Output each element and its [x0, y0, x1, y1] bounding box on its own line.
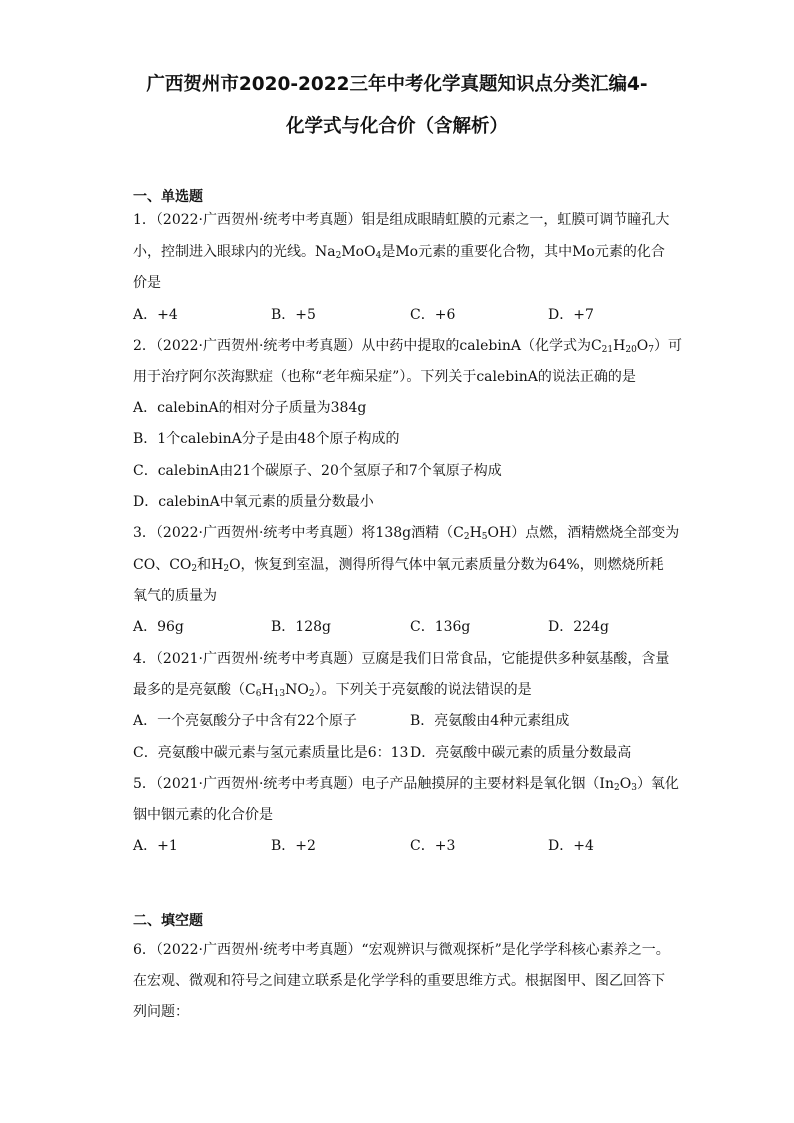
- question-4-option-a: A．一个亮氨酸分子中含有22个原子: [133, 713, 357, 729]
- question-4-option-b: B．亮氨酸由4种元素组成: [410, 713, 570, 729]
- question-5-option-b: B．+2: [271, 838, 316, 854]
- question-3-option-b: B．128g: [271, 619, 331, 635]
- question-2-line2: 用于治疗阿尔茨海默症（也称“老年痴呆症”）。下列关于calebinA的说法正确的是: [133, 369, 636, 385]
- document-title-line1: 广西贺州市2020-2022三年中考化学真题知识点分类汇编4-: [146, 74, 648, 95]
- section-heading-fill-blank: 二、填空题: [133, 913, 203, 929]
- question-4-option-d: D．亮氨酸中碳元素的质量分数最高: [410, 745, 632, 761]
- question-3-line1: 3．（2022·广西贺州·统考中考真题）将138g酒精$(C_2H_5OH)$点燃，酒精燃烧全部变为: [133, 525, 680, 542]
- question-2-line1: 2．（2022·广西贺州·统考中考真题）从中药中提取的calebinA（化学式为$C_{21}H_{20}O_7$）可: [133, 338, 683, 355]
- question-2-option-c: C．calebinA由21个碳原子、20个氢原子和7个氧原子构成: [133, 463, 502, 479]
- question-1-line2: 小，控制进入眼球内的光线。$Na_2MoO_4$是Mo元素的重要化合物，其中Mo元素的化合: [133, 244, 665, 261]
- question-1-option-a: A．+4: [133, 307, 178, 323]
- question-4-option-c: C．亮氨酸中碳元素与氢元素质量比是6：13: [133, 745, 409, 761]
- question-5-option-a: A．+1: [133, 838, 178, 854]
- question-1-line3: 价是: [133, 275, 161, 291]
- question-1-option-b: B．+5: [271, 307, 316, 323]
- section-heading-single-choice: 一、单选题: [133, 189, 203, 205]
- question-3-option-d: D．224g: [548, 619, 609, 635]
- question-2-option-d: D．calebinA中氧元素的质量分数最小: [133, 494, 374, 510]
- question-1-option-c: C．+6: [410, 307, 456, 323]
- question-5-line1: 5．（2021·广西贺州·统考中考真题）电子产品触摸屏的主要材料是氧化铟$(In_2O_3)$氧化: [133, 776, 679, 793]
- question-4-line2: 最多的是亮氨酸$(C_6H_{13}NO_2)$。下列关于亮氨酸的说法错误的是: [133, 682, 532, 699]
- question-1-line1: 1．（2022·广西贺州·统考中考真题）钼是组成眼睛虹膜的元素之一，虹膜可调节瞳孔大: [133, 212, 670, 228]
- question-4-line1: 4．（2021·广西贺州·统考中考真题）豆腐是我们日常食品，它能提供多种氨基酸，含量: [133, 651, 670, 667]
- document-title-line2: 化学式与化合价（含解析）: [285, 116, 508, 137]
- question-5-option-d: D．+4: [548, 838, 594, 854]
- question-3-line3: 氧气的质量为: [133, 588, 217, 604]
- question-3-line2: CO、$CO_2$和$H_2O$，恢复到室温，测得所得气体中氧元素质量分数为64%，则燃烧所耗: [133, 557, 664, 574]
- question-3-option-a: A．96g: [133, 619, 184, 635]
- question-3-option-c: C．136g: [410, 619, 471, 635]
- question-6-line1: 6．（2022·广西贺州·统考中考真题）“宏观辨识与微观探析”是化学学科核心素养之一。: [133, 942, 670, 958]
- question-2-option-a: A．calebinA的相对分子质量为384g: [133, 400, 367, 416]
- question-5-option-c: C．+3: [410, 838, 456, 854]
- question-6-line3: 列问题：: [133, 1004, 189, 1020]
- question-6-line2: 在宏观、微观和符号之间建立联系是化学学科的重要思维方式。根据图甲、图乙回答下: [133, 973, 665, 989]
- question-5-line2: 铟中铟元素的化合价是: [133, 807, 273, 823]
- question-2-option-b: B．1个calebinA分子是由48个原子构成的: [133, 431, 400, 447]
- question-1-option-d: D．+7: [548, 307, 594, 323]
